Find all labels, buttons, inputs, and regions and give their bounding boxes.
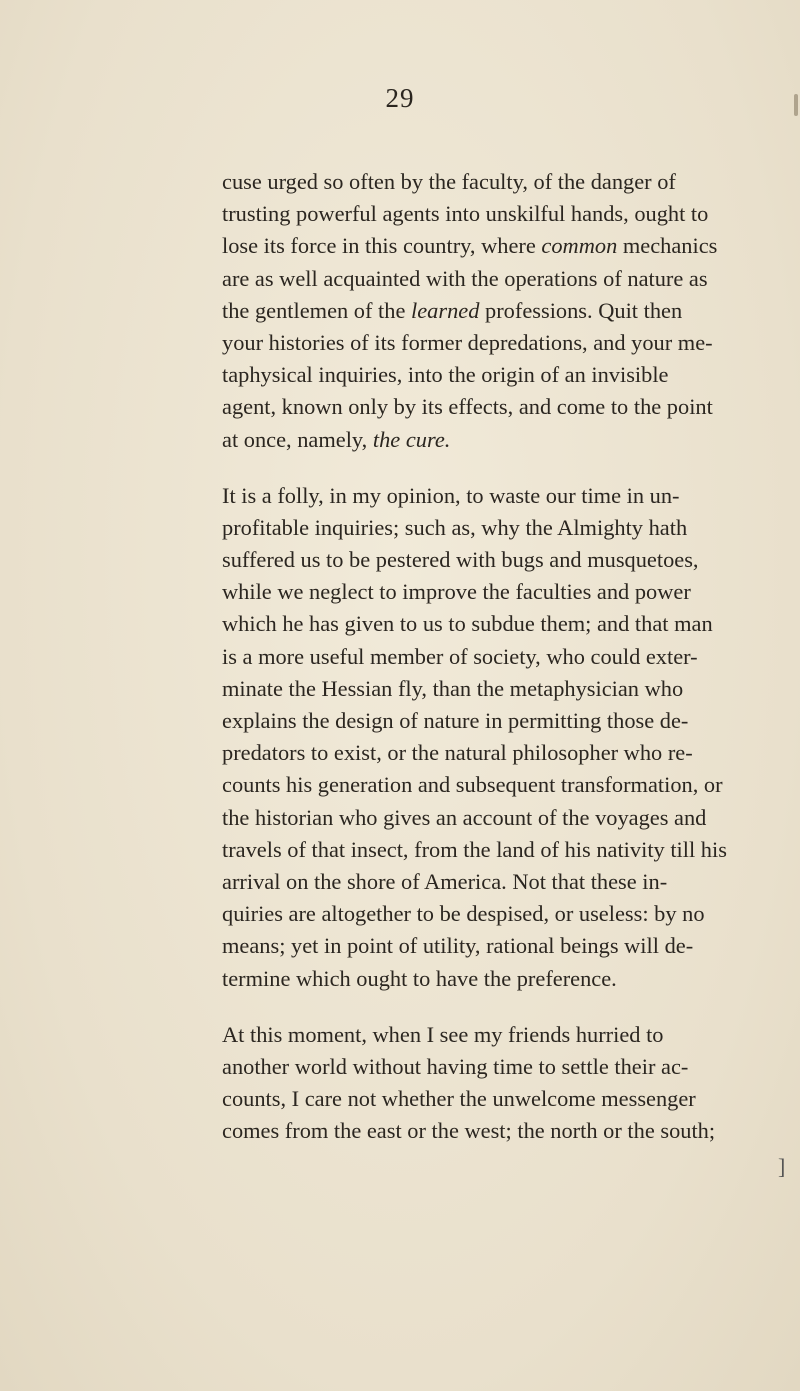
text-line: termine which ought to have the preference.	[222, 965, 617, 991]
text-line: at once, namely, the cure.	[222, 426, 451, 452]
text-line: the historian who gives an account of the voyages and	[222, 804, 707, 830]
text-line: is a more useful member of society, who could exter-	[222, 643, 698, 669]
margin-bracket: ]	[778, 1154, 786, 1179]
text-line: cuse urged so often by the faculty, of the danger of	[222, 169, 676, 194]
text-line: quiries are altogether to be despised, or useless: by no	[222, 901, 705, 927]
text-line: while we neglect to improve the faculties and power	[222, 579, 691, 605]
text-line: counts, I care not whether the unwelcome messenger	[222, 1086, 696, 1112]
text-line: are as well acquainted with the operations of nature as	[222, 265, 708, 291]
text-line: means; yet in point of utility, rational beings will de-	[222, 933, 694, 959]
text-line: minate the Hessian fly, than the metaphysician who	[222, 675, 684, 701]
text-line: suffered us to be pestered with bugs and musquetoes,	[222, 547, 699, 573]
paragraph	[222, 480, 727, 995]
page-number: 29	[385, 83, 415, 113]
margin-smudge	[794, 94, 798, 116]
paragraph	[222, 166, 718, 456]
text-line: comes from the east or the west; the north or the south;	[222, 1118, 716, 1144]
body-text	[222, 166, 727, 1147]
text-line: arrival on the shore of America. Not that these in-	[222, 868, 668, 894]
text-line: which he has given to us to subdue them; and that man	[222, 611, 713, 637]
paragraph	[222, 1019, 716, 1148]
text-line: At this moment, when I see my friends hurried to	[222, 1021, 664, 1047]
text-line: taphysical inquiries, into the origin of an invisible	[222, 362, 669, 388]
text-line: agent, known only by its effects, and come to the point	[222, 394, 713, 420]
text-line: profitable inquiries; such as, why the Almighty hath	[222, 514, 688, 540]
text-line: lose its force in this country, where common mechanics	[222, 233, 718, 259]
text-line: another world without having time to settle their ac-	[222, 1053, 689, 1079]
text-line: your histories of its former depredations, and your me-	[222, 329, 713, 355]
text-line: the gentlemen of the learned professions. Quit then	[222, 297, 683, 323]
text-line: counts his generation and subsequent transformation, or	[222, 772, 723, 798]
text-line: trusting powerful agents into unskilful hands, ought to	[222, 201, 709, 227]
text-line: explains the design of nature in permitting those de-	[222, 708, 689, 733]
text-line: travels of that insect, from the land of his nativity till his	[222, 836, 727, 862]
paragraph-gap	[222, 995, 652, 1019]
text-line: predators to exist, or the natural philosopher who re-	[222, 740, 693, 766]
paragraph-gap	[222, 456, 652, 480]
text-line: It is a folly, in my opinion, to waste our time in un-	[222, 482, 680, 508]
